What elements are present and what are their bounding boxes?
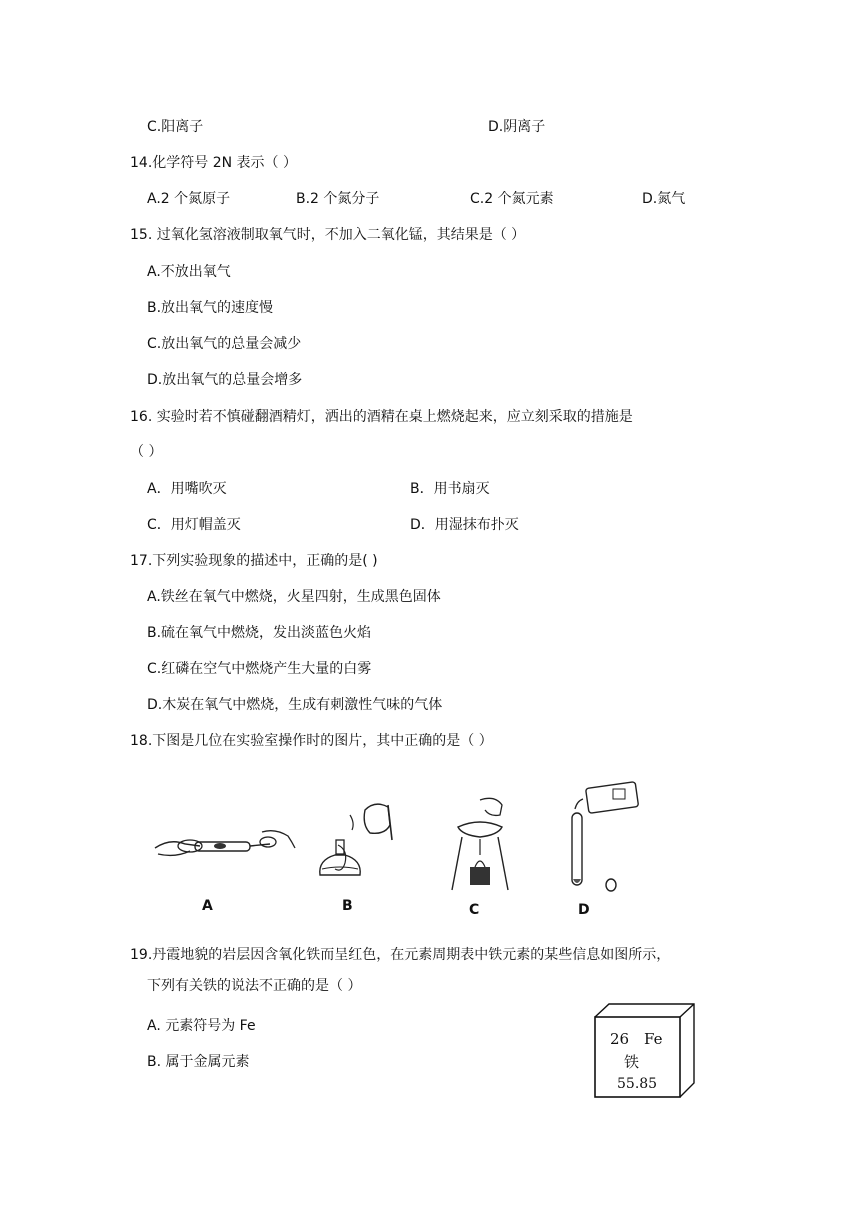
option-16c: C．用灯帽盖灭 <box>147 517 241 533</box>
question-16-stem: 16. 实验时若不慎碰翻酒精灯，洒出的酒精在桌上燃烧起来，应立刻采取的措施是 <box>130 409 633 425</box>
option-15a: A.不放出氧气 <box>147 264 231 280</box>
option-14d: D.氮气 <box>642 191 686 207</box>
option-16b: B．用书扇灭 <box>410 481 490 497</box>
figure-a-test-tube-heating <box>150 818 300 868</box>
figure-c-evaporating-dish <box>440 795 520 895</box>
figure-label-d: D <box>578 902 590 918</box>
option-15b: B.放出氧气的速度慢 <box>147 300 274 316</box>
figure-label-a: A <box>202 898 213 914</box>
element-name: 铁 <box>624 1053 640 1071</box>
option-15d: D.放出氧气的总量会增多 <box>147 372 303 388</box>
element-atomic-number: 26 <box>610 1030 630 1048</box>
option-13d: D.阴离子 <box>488 119 546 135</box>
option-17c: C.红磷在空气中燃烧产生大量的白雾 <box>147 661 372 677</box>
option-17a: A.铁丝在氧气中燃烧，火星四射，生成黑色固体 <box>147 589 441 605</box>
option-14c: C.2 个氮元素 <box>470 191 554 207</box>
option-19a: A. 元素符号为 Fe <box>147 1018 256 1034</box>
option-16a: A．用嘴吹灭 <box>147 481 227 497</box>
option-13c: C.阳离子 <box>147 119 204 135</box>
question-18-stem: 18.下图是几位在实验室操作时的图片，其中正确的是（ ） <box>130 733 493 749</box>
question-19-stem-line2: 下列有关铁的说法不正确的是（ ） <box>147 978 362 994</box>
figure-d-pouring-liquid <box>565 775 645 895</box>
element-symbol: Fe <box>644 1030 663 1048</box>
figure-label-c: C <box>469 902 480 918</box>
question-15-stem: 15. 过氧化氢溶液制取氧气时，不加入二氧化锰，其结果是（ ） <box>130 227 526 243</box>
option-17b: B.硫在氧气中燃烧，发出淡蓝色火焰 <box>147 625 372 641</box>
option-17d: D.木炭在氧气中燃烧，生成有刺激性气味的气体 <box>147 697 443 713</box>
option-16d: D．用湿抹布扑灭 <box>410 517 519 533</box>
question-16-bracket: （ ） <box>130 444 163 460</box>
figure-label-b: B <box>342 898 353 914</box>
option-14a: A.2 个氮原子 <box>147 191 231 207</box>
question-19-stem: 19.丹霞地貌的岩层因含氧化铁而呈红色，在元素周期表中铁元素的某些信息如图所示， <box>130 947 671 963</box>
question-14-stem: 14.化学符号 2N 表示（ ） <box>130 155 297 171</box>
element-atomic-mass: 55.85 <box>617 1076 658 1092</box>
option-19b: B. 属于金属元素 <box>147 1054 250 1070</box>
option-15c: C.放出氧气的总量会减少 <box>147 336 302 352</box>
option-14b: B.2 个氮分子 <box>296 191 380 207</box>
question-17-stem: 17.下列实验现象的描述中，正确的是( ) <box>130 553 378 569</box>
figure-b-alcohol-lamp <box>310 795 400 890</box>
